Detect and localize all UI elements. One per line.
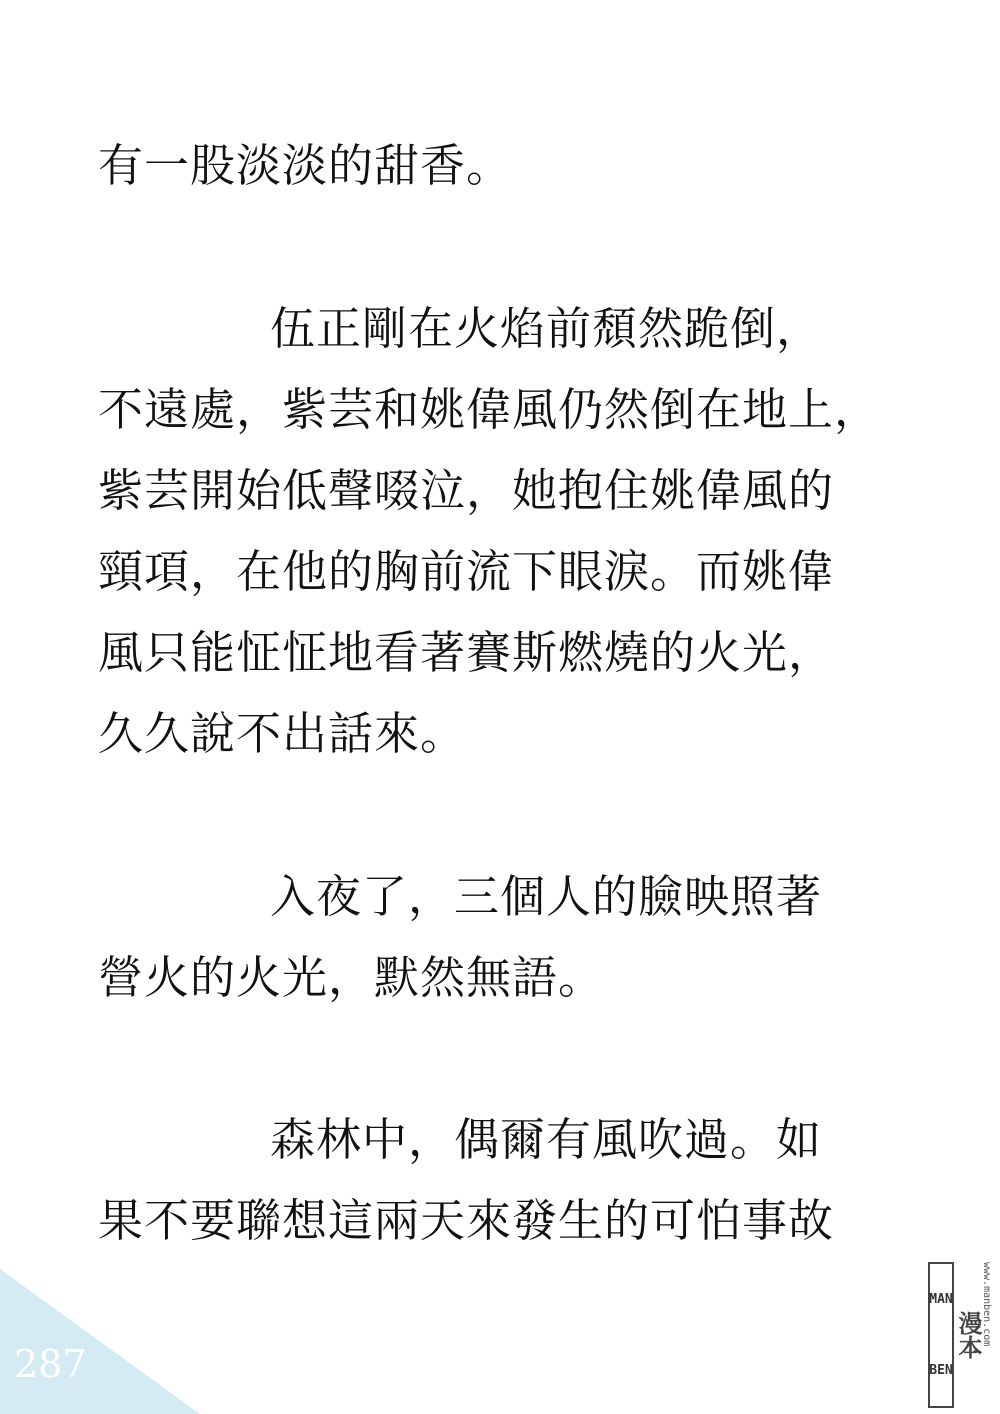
text-line: 伍正剛在火焰前頹然跪倒， (270, 302, 823, 355)
text-line: 不遠處，紫芸和姚偉風仍然倒在地上， (98, 383, 881, 436)
watermark-mark: 漫本 (954, 1311, 982, 1359)
text-line: 入夜了，三個人的臉映照著 (270, 870, 823, 923)
watermark-box (928, 1262, 954, 1408)
watermark-logo (928, 1262, 992, 1408)
text-line: 營火的火光，默然無語。 (98, 951, 605, 1004)
text-line: 風只能怔怔地看著賽斯燃燒的火光， (98, 626, 835, 679)
text-line: 久久說不出話來。 (98, 707, 467, 760)
text-line: 紫芸開始低聲啜泣，她抱住姚偉風的 (98, 464, 835, 517)
text-line: 頸項，在他的胸前流下眼淚。而姚偉 (98, 545, 835, 598)
watermark-box-text: MAN (929, 1292, 953, 1307)
page-number: 287 (14, 1342, 87, 1386)
watermark-box-text: BEN (929, 1363, 953, 1378)
text-line: 有一股淡淡的甜香。 (98, 139, 513, 192)
watermark-url: www.manben.com (981, 1262, 992, 1347)
text-line: 森林中，偶爾有風吹過。如 (270, 1113, 823, 1166)
text-line: 果不要聯想這兩天來發生的可怕事故 (98, 1194, 835, 1247)
